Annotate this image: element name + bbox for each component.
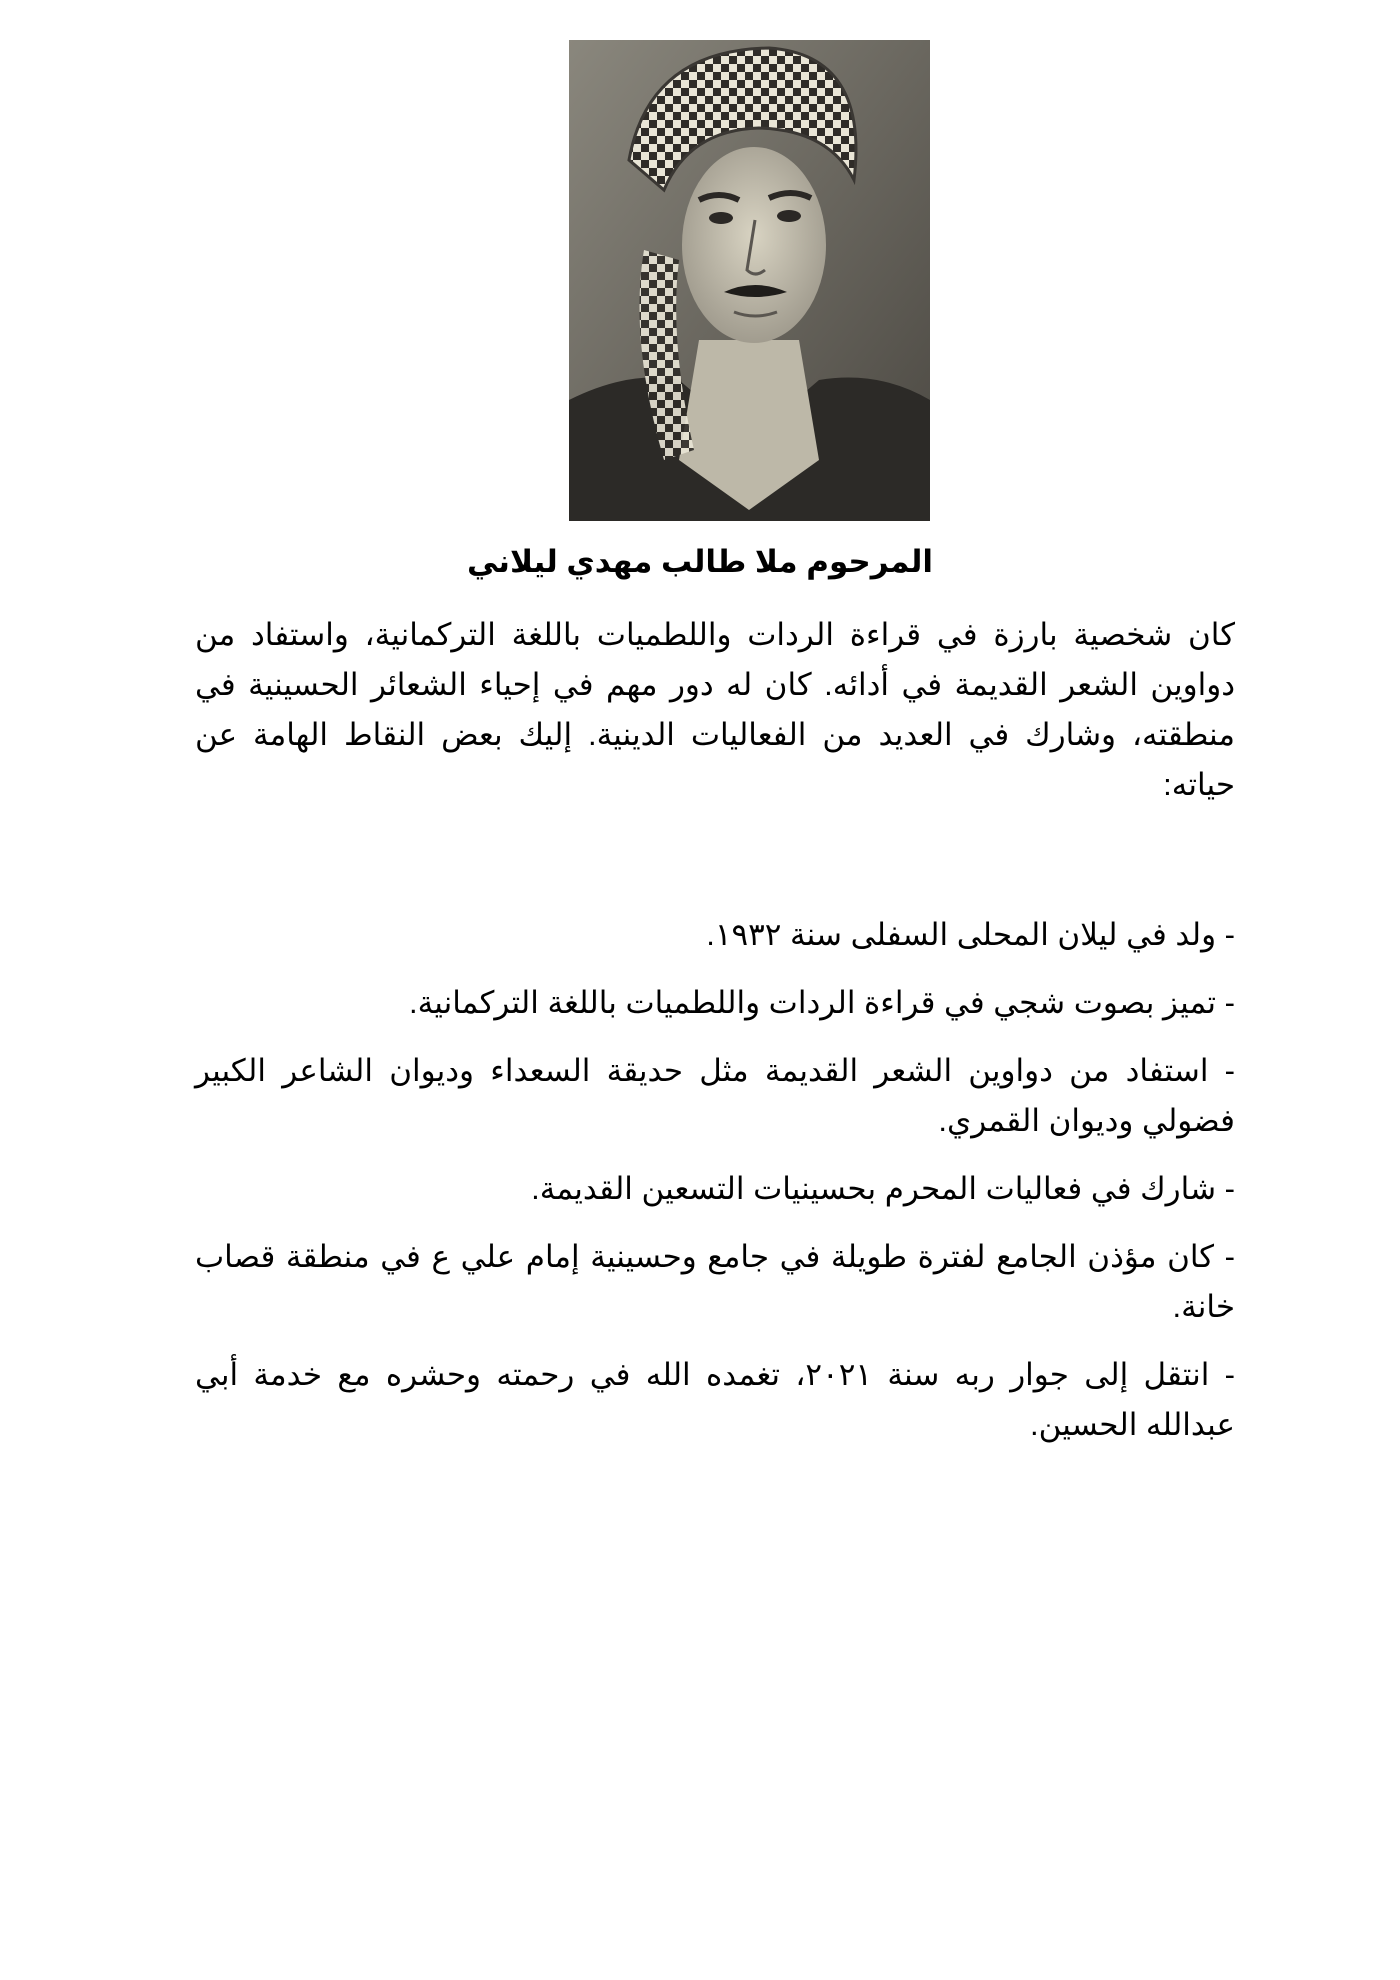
portrait-photo (569, 40, 930, 521)
list-item: - انتقل إلى جوار ربه سنة ٢٠٢١، تغمده الله في رحمته وحشره مع خدمة أبي عبدالله الحسين. (195, 1357, 1235, 1442)
portrait-photo-drawing (569, 40, 930, 521)
list-item: - استفاد من دواوين الشعر القديمة مثل حديقة السعداء وديوان الشاعر الكبير فضولي وديوان القمري. (195, 1053, 1235, 1138)
list-item: - كان مؤذن الجامع لفترة طويلة في جامع وحسينية إمام علي ع في منطقة قصاب خانة. (195, 1239, 1235, 1324)
list-item: - تميز بصوت شجي في قراءة الردات واللطميات باللغة التركمانية. (409, 985, 1235, 1020)
list-item: - شارك في فعاليات المحرم بحسينيات التسعين القديمة. (531, 1171, 1235, 1206)
intro-paragraph: كان شخصية بارزة في قراءة الردات واللطميات باللغة التركمانية، واستفاد من دواوين الشعر القديمة في أدائه. كان له دور مهم في إحياء الشعائر الحسينية في منطقته، وشارك في العديد من الفعاليات الدينية. إليك بعض النقاط الهامة عن حياته: (195, 617, 1235, 802)
life-points-list (195, 910, 1235, 1468)
list-item: - ولد في ليلان المحلى السفلى سنة ١٩٣٢. (706, 917, 1235, 952)
page-title: المرحوم ملا طالب مهدي ليلاني (466, 544, 934, 579)
